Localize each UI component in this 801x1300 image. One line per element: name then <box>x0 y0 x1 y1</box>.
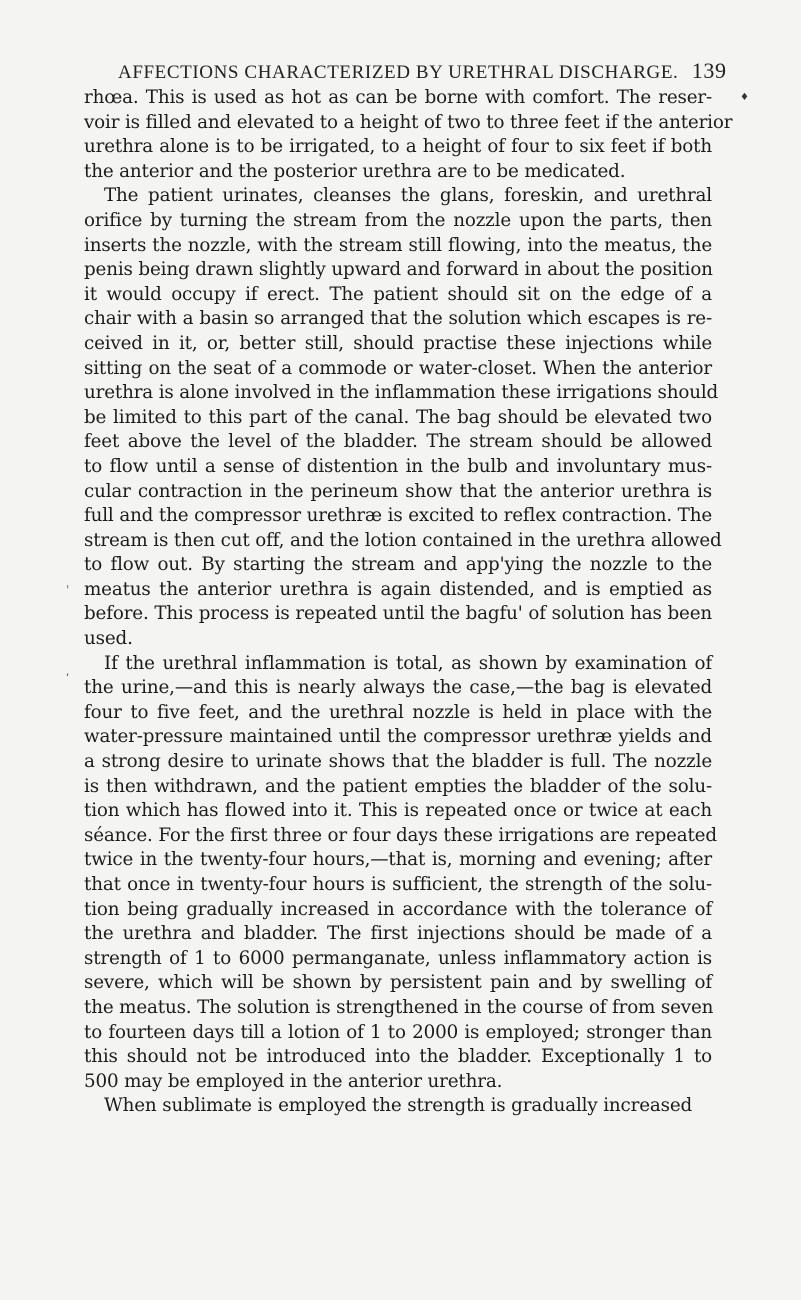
text-line: to fourteen days till a lotion of 1 to 2000 is employed; stronger than <box>84 1021 712 1043</box>
text-line: 500 may be employed in the anterior urethra. <box>84 1070 503 1092</box>
text-line: When sublimate is employed the strength is gradually increased <box>104 1095 693 1117</box>
text-line: voir is filled and elevated to a height of two to three feet if the anterior <box>84 111 733 133</box>
text-line: urethra is alone involved in the inflammation these irrigations should <box>84 382 719 404</box>
text-line: this should not be introduced into the bladder. Exceptionally 1 to <box>84 1046 712 1068</box>
text-line: ceived in it, or, better still, should practise these injections while <box>84 332 712 354</box>
margin-speck: ♦ <box>740 92 749 103</box>
text-line: orifice by turning the stream from the nozzle upon the parts, then <box>84 209 712 231</box>
running-title: AFFECTIONS CHARACTERIZED BY URETHRAL DISCHARGE. <box>118 62 679 83</box>
text-line: to flow until a sense of distention in the bulb and involuntary mus- <box>84 455 712 477</box>
text-line: meatus the anterior urethra is again distended, and is emptied as <box>84 578 712 600</box>
text-line: the anterior and the posterior urethra are to be medicated. <box>84 160 626 182</box>
margin-dot: , <box>66 667 70 678</box>
text-line: rhœa. This is used as hot as can be borne with comfort. The reser- <box>84 87 712 108</box>
text-line: inserts the nozzle, with the stream still flowing, into the meatus, the <box>84 234 712 256</box>
text-line: feet above the level of the bladder. The stream should be allowed <box>84 431 712 453</box>
text-line: If the urethral inflammation is total, as shown by examination of <box>104 652 712 674</box>
text-line: a strong desire to urinate shows that the bladder is full. The nozzle <box>84 751 712 773</box>
running-header <box>118 58 727 84</box>
margin-tick: ' <box>66 583 70 597</box>
text-line: strength of 1 to 6000 permanganate, unless inflammatory action is <box>84 947 712 969</box>
text-line: to flow out. By starting the stream and app'ying the nozzle to the <box>84 554 712 576</box>
text-line: twice in the twenty-four hours,—that is, morning and evening; after <box>84 849 712 871</box>
text-line: used. <box>84 628 133 650</box>
text-line: that once in twenty-four hours is sufficient, the strength of the solu- <box>84 874 712 895</box>
text-line: the urethra and bladder. The first injections should be made of a <box>84 923 712 945</box>
text-line: the urine,—and this is nearly always the case,—the bag is elevated <box>84 677 712 699</box>
text-line: before. This process is repeated until the bagfu' of solution has been <box>84 603 712 625</box>
text-line: The patient urinates, cleanses the glans, foreskin, and urethral <box>104 185 712 207</box>
text-line: four to five feet, and the urethral nozzle is held in place with the <box>84 701 712 723</box>
text-line: chair with a basin so arranged that the solution which escapes is re- <box>84 308 712 330</box>
text-line: tion which has flowed into it. This is repeated once or twice at each <box>84 800 712 822</box>
text-line: be limited to this part of the canal. The bag should be elevated two <box>84 406 712 428</box>
text-line: it would occupy if erect. The patient should sit on the edge of a <box>84 283 712 305</box>
text-line: cular contraction in the perineum show that the anterior urethra is <box>84 480 712 502</box>
text-line: sitting on the seat of a commode or water-closet. When the anterior <box>84 357 712 379</box>
text-line: water-pressure maintained until the compressor urethræ yields and <box>84 726 712 748</box>
text-line: the meatus. The solution is strengthened in the course of from seven <box>84 996 714 1018</box>
page-number: 139 <box>691 58 727 83</box>
text-line: is then withdrawn, and the patient empties the bladder of the solu- <box>84 775 712 797</box>
text-line: urethra alone is to be irrigated, to a height of four to six feet if both <box>84 136 712 158</box>
text-line: séance. For the first three or four days these irrigations are repeated <box>84 824 717 846</box>
text-line: penis being drawn slightly upward and forward in about the position <box>84 259 713 281</box>
text-line: tion being gradually increased in accordance with the tolerance of <box>84 898 712 920</box>
body-text <box>84 86 733 1119</box>
text-line: stream is then cut off, and the lotion contained in the urethra allowed <box>84 529 722 551</box>
text-line: full and the compressor urethræ is excited to reflex contraction. The <box>84 505 712 527</box>
text-line: severe, which will be shown by persistent pain and by swelling of <box>84 972 712 994</box>
